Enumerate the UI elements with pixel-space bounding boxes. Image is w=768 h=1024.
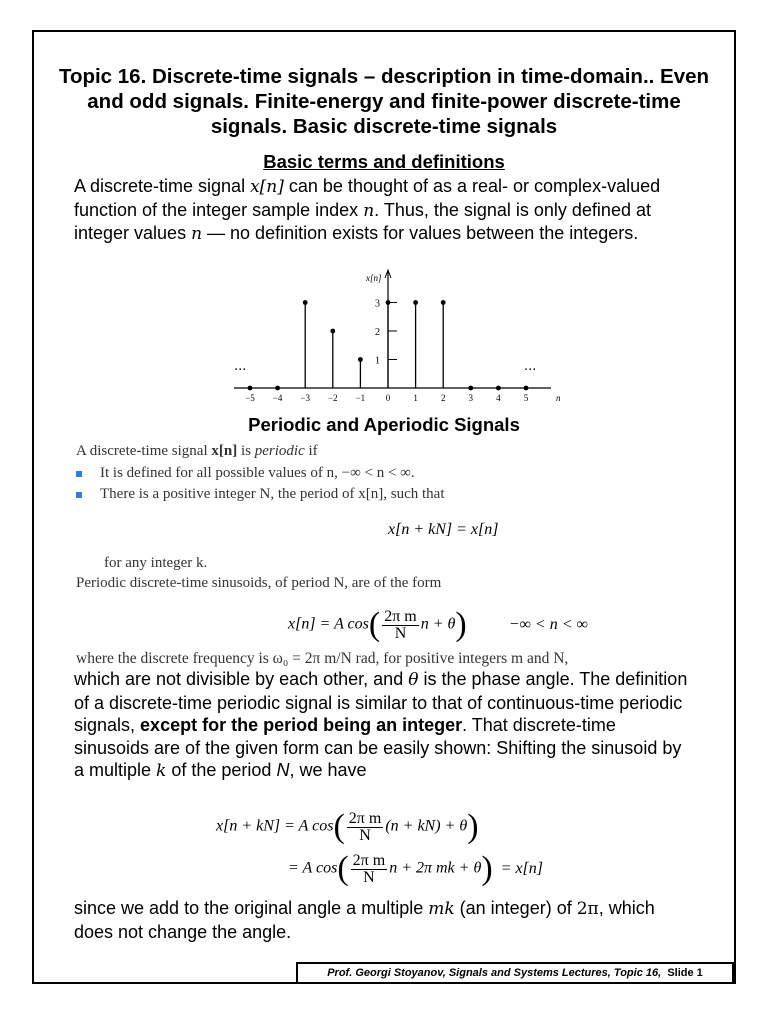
text-run: — no definition exists for values between the integers. <box>202 223 639 243</box>
x-tick-label: 5 <box>523 393 529 403</box>
equation-tail: n + θ <box>420 615 456 633</box>
stem-plot-figure <box>226 268 566 410</box>
bullet-text: There is a positive integer N, the period of x[n], such that <box>100 486 445 502</box>
stem-point <box>330 329 335 334</box>
x-axis-label: n <box>556 393 561 403</box>
text-run: can be thought of as a real- or complex-valued function of the integer sample index <box>74 176 661 220</box>
text-run: . Thus, the signal is only defined at integer values <box>74 199 651 243</box>
math-n: n <box>363 200 375 221</box>
equation-shift-2: = A cos( $\frac{\text{2π m}}{N}$ n + 2π mk + θ) = x[n] <box>288 850 543 887</box>
math-k: k <box>156 761 167 781</box>
fraction <box>382 609 419 642</box>
stem-point <box>441 300 446 305</box>
stem-point <box>524 386 529 391</box>
equation-range: −∞ < n < ∞ <box>508 615 588 633</box>
frequency-line: where the discrete frequency is ω₀ = 2π m/N rad, for positive integers m and N, <box>76 650 569 667</box>
sinusoid-form-text: Periodic discrete-time sinusoids, of period N, are of the form <box>76 575 442 591</box>
x-tick-label: 3 <box>468 393 474 403</box>
text-run: since we add to the original angle a multiple <box>74 898 429 918</box>
equation-lhs: x[n + kN] = A cos <box>216 817 334 835</box>
stem-point <box>468 386 473 391</box>
slide-number: Slide 1 <box>667 967 703 979</box>
x-tick-label: −1 <box>355 393 366 403</box>
text-run: , we have <box>289 760 367 780</box>
equation-rhs: = x[n] <box>500 859 543 877</box>
bold-emphasis: except for the period being an integer <box>140 715 463 735</box>
equation-sinusoid: x[n] = A cos( $\frac{\text{2π m}}{N}$ n + θ) −∞ < n < ∞ <box>288 606 588 643</box>
stem-point <box>303 300 308 305</box>
stem-point <box>248 386 253 391</box>
footer-text: Prof. Georgi Stoyanov, Signals and Systems Lectures, Topic 16, <box>327 967 662 979</box>
math-theta: θ <box>408 670 419 690</box>
text-run: (an integer) of <box>454 898 577 918</box>
fraction-denominator: N <box>394 624 407 642</box>
equation-shift-1: x[n + kN] = A cos( $\frac{\text{2π m}}{N}$ (n + kN) + θ) <box>216 808 479 845</box>
bullet-item-2 <box>76 486 444 503</box>
text-run: , which does not change the angle. <box>74 898 655 942</box>
text-run: is the phase angle. The definition of a discrete-time periodic signal is similar to that of continuous-time periodic signals, <box>74 669 688 735</box>
text-run: A discrete-time signal <box>74 176 251 196</box>
emphasis-periodic: periodic <box>254 443 305 459</box>
math-mk: mk <box>428 899 455 919</box>
bullet-square-icon <box>76 492 82 498</box>
stem-point <box>358 357 363 362</box>
equation-text: x[n + kN] = x[n] <box>388 521 499 538</box>
fraction-denominator: N <box>359 826 371 844</box>
text-run: is <box>237 443 255 459</box>
stem-point <box>496 386 501 391</box>
math-2pi: 2π <box>576 899 599 919</box>
section-heading-basic-terms: Basic terms and definitions <box>263 151 505 172</box>
bullet-item-1 <box>76 465 415 482</box>
x-tick-label: 4 <box>496 393 501 403</box>
text-run: which are not divisible by each other, and <box>74 669 409 689</box>
footer-credit <box>296 962 734 984</box>
x-tick-label: −5 <box>245 393 255 403</box>
fraction-numerator: 2π m <box>348 809 382 827</box>
left-ellipsis: ··· <box>234 363 247 378</box>
fraction-numerator: 2π m <box>384 607 417 625</box>
fraction-numerator: 2π m <box>352 851 386 869</box>
bullet-text: It is defined for all possible values of n, −∞ < n < ∞. <box>100 465 415 481</box>
math-N: N <box>276 760 290 780</box>
y-tick-label: 1 <box>375 355 380 367</box>
page-title: Topic 16. Discrete-time signals – description in time-domain.. Even and odd signals. Finite-energy and finite-power discrete-time signals. Basic discrete-time signals <box>58 65 710 138</box>
text-run: A discrete-time signal <box>76 443 212 459</box>
equation-periodicity <box>388 521 498 539</box>
right-ellipsis: ··· <box>524 363 537 378</box>
y-tick-label: 2 <box>375 327 380 338</box>
text-run: of the period <box>166 760 277 780</box>
x-tick-label: 0 <box>385 393 391 403</box>
math-n: n <box>191 224 203 244</box>
math-xn: x[n] <box>250 177 284 197</box>
intro-paragraph <box>74 175 694 246</box>
text-run: if <box>304 443 318 459</box>
math-xn: x[n] <box>211 443 238 459</box>
closing-paragraph <box>74 897 694 943</box>
x-tick-label: 1 <box>413 393 418 403</box>
bullet-square-icon <box>76 471 82 477</box>
equation-lhs: x[n] = A cos <box>288 615 369 633</box>
period-paragraph <box>74 668 694 783</box>
for-any-integer: for any integer k. <box>104 555 208 571</box>
x-tick-label: 2 <box>440 393 446 403</box>
equation-tail: n + 2π mk + θ <box>389 859 482 877</box>
text-run: . That discrete-time sinusoids are of the given form can be easily shown: Shifting the sinusoid by a multiple <box>74 715 682 780</box>
equation-tail: (n + kN) + θ <box>385 817 468 835</box>
fraction <box>347 811 384 844</box>
section-heading-periodic: Periodic and Aperiodic Signals <box>248 414 520 435</box>
stem-point <box>413 300 418 305</box>
fraction <box>351 853 388 886</box>
y-axis-label: x[n] <box>366 273 382 283</box>
periodic-definition-intro <box>76 443 318 460</box>
stem-point <box>275 386 280 391</box>
equation-lhs: = A cos <box>288 859 338 877</box>
fraction-denominator: N <box>363 868 375 886</box>
x-tick-label: −4 <box>272 393 283 403</box>
y-tick-label: 3 <box>375 298 380 310</box>
stem-point <box>386 300 391 305</box>
x-tick-label: −3 <box>300 393 310 403</box>
x-tick-label: −2 <box>328 393 338 403</box>
